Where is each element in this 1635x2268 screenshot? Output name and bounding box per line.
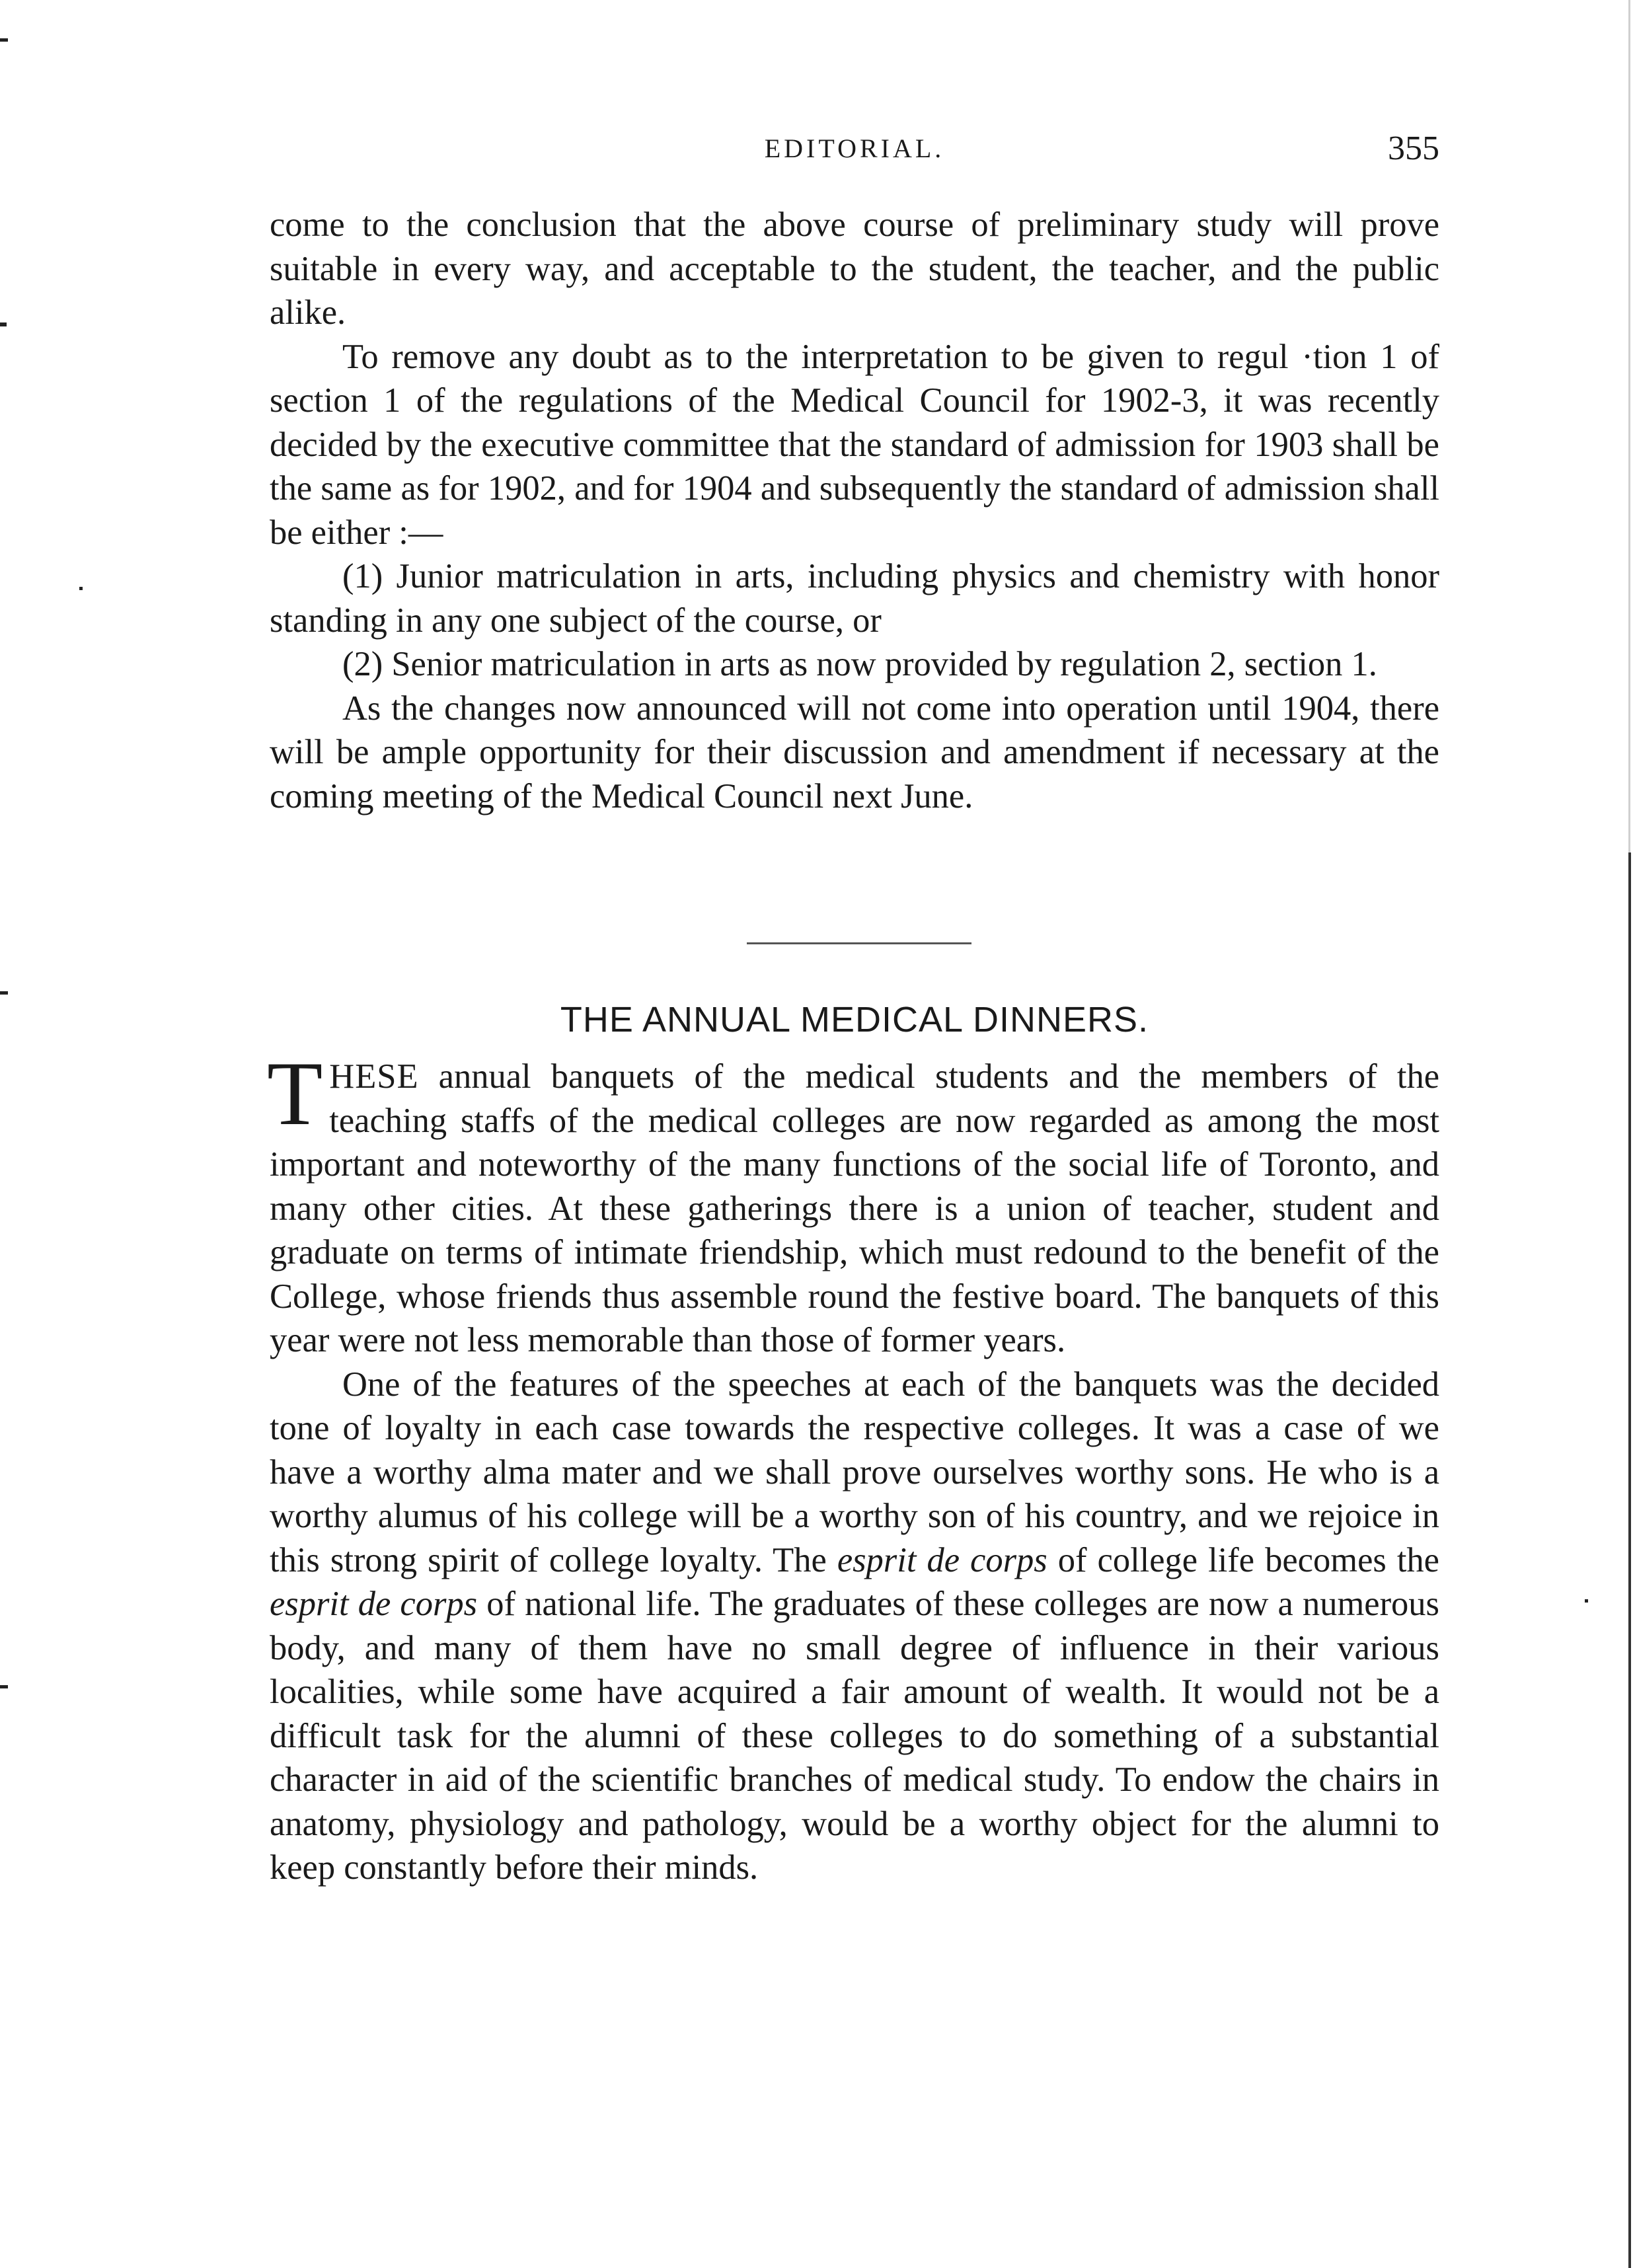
paragraph-text: annual banquets of the medical students and the members of the teaching staffs of the medical colleges are now regarded as among the most important and noteworthy of the many functions of the social life of Toronto, and many other cities. At these gatherings there is a union of teacher, student and graduate on terms of intimate friendship, which must redound to the benefit of the College, whose friends thus assemble round the festive board. The banquets of this year were not less memorable than those of former years.	[270, 1057, 1439, 1359]
paragraph: As the changes now announced will not come into operation until 1904, there will be ample opportunity for their discussion and amendment if necessary at the coming meeting of the Medical Council next June.	[270, 689, 1439, 815]
page-number: 355	[1388, 130, 1439, 167]
italic-phrase: esprit de corps	[837, 1540, 1047, 1579]
paragraph-text: of national life. The graduates of these colleges are now a numerous body, and many of them have no small degree of influence in their various localities, while some have acquired a fair amount of wealth. It would not be a difficult task for the alumni of these colleges to do something of a substantial character in aid of the scientific branches of medical study. To endow the chairs in anatomy, physiology and pathology, would be a worthy object for the alumni to keep constantly before their minds.	[270, 1585, 1439, 1887]
scan-mark	[1585, 1599, 1588, 1603]
paragraph-text: One of the features of the speeches at each of the banquets was the decided tone of loyalty in each case towards the respective colleges. It was a case of we have a worthy alma mater and we shall prove ourselves worthy sons. He who is a worthy alumus of his college will be a worthy son of his country, and we rejoice in this strong spirit of college loyalty. The	[270, 1365, 1439, 1579]
list-item: (1) Junior matriculation in arts, including physics and chemistry with honor standing in any one subject of the course, or	[270, 557, 1439, 640]
medical-dinners-article	[267, 1043, 1439, 1890]
italic-phrase: esprit de corps	[270, 1585, 478, 1623]
scan-mark	[0, 991, 8, 995]
paragraph: To remove any doubt as to the interpretation to be given to regul ·tion 1 of section 1 of the regulations of the Medical Council for 1902-3, it was recently decided by the executive committee that the standard of admission for 1903 shall be the same as for 1902, and for 1904 and subsequently the standard of admission shall be either :—	[270, 337, 1439, 552]
scan-mark	[0, 322, 7, 326]
section-divider	[747, 942, 971, 944]
scan-mark	[0, 1685, 8, 1688]
lead-caps: HESE	[329, 1057, 419, 1096]
section-heading: THE ANNUAL MEDICAL DINNERS.	[560, 1000, 1149, 1040]
scan-edge	[1628, 0, 1630, 945]
paragraph	[267, 1043, 1439, 1363]
editorial-continuation	[270, 203, 1439, 818]
drop-cap: T	[267, 1043, 323, 1144]
list-item: (2) Senior matriculation in arts as now provided by regulation 2, section 1.	[342, 645, 1377, 683]
paragraph	[270, 1363, 1439, 1890]
running-head	[270, 129, 1439, 169]
paragraph-text: of college life becomes the	[1047, 1540, 1439, 1579]
scan-edge	[1628, 852, 1631, 2268]
scan-mark	[79, 587, 83, 590]
scan-mark	[0, 38, 8, 42]
running-title: EDITORIAL.	[764, 133, 945, 163]
paragraph: come to the conclusion that the above course of preliminary study will prove suitable in every way, and acceptable to the student, the teacher, and the public alike.	[270, 206, 1439, 332]
